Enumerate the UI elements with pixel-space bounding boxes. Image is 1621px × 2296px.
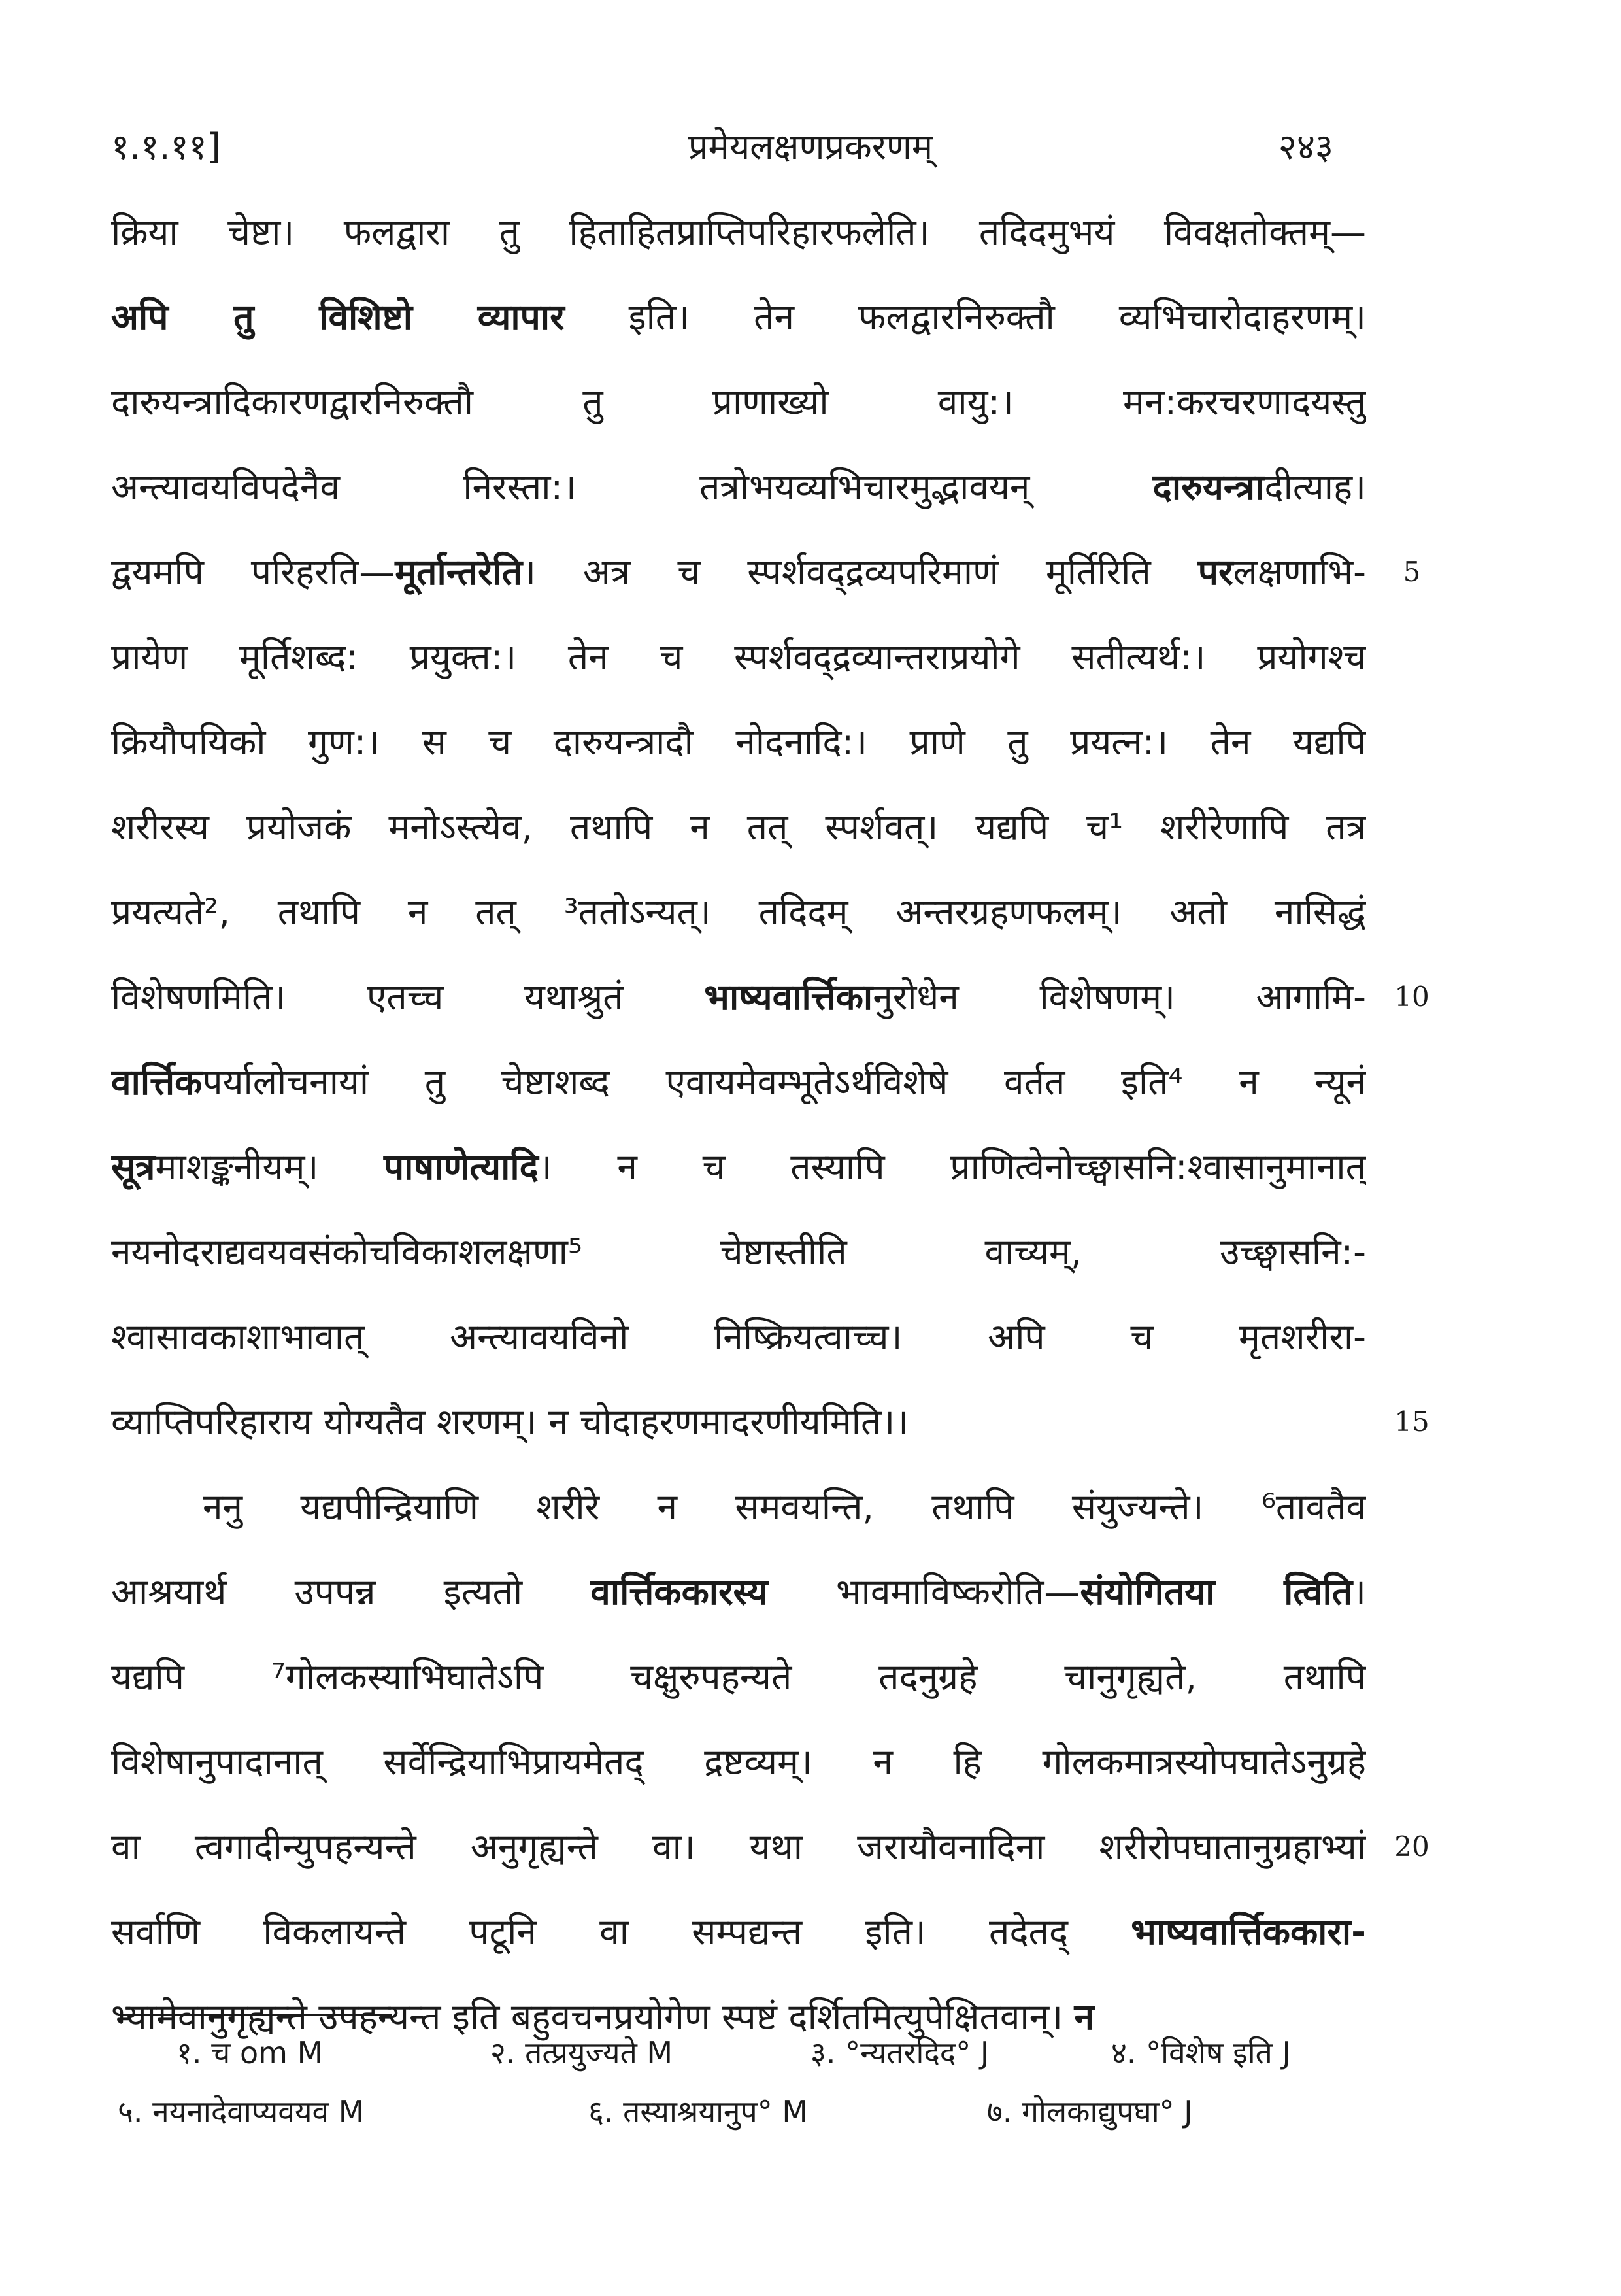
text-run: श्वासावकाशाभावात् अन्त्यावयविनो निष्क्रियत्वाच्च। अपि च मृतशरीरा- (111, 1316, 1366, 1358)
text-run: वा त्वगादीन्युपहन्यन्ते अनुगृह्यन्ते वा। यथा जरायौवनादिना शरीरोपघातानुग्रहाभ्यां (111, 1826, 1366, 1868)
text-run: विशेषानुपादानात् सर्वेन्द्रियाभिप्रायमेतद् द्रष्टव्यम्। न हि गोलकमात्रस्योपघातेऽनुग्रहे (111, 1741, 1366, 1783)
text-line (111, 954, 1366, 1039)
text-run: क्रियौपयिको गुण:। स च दारुयन्त्रादौ नोदनादि:। प्राणे तु प्रयत्न:। तेन यद्यपि (111, 721, 1366, 763)
text-line (111, 1294, 1366, 1379)
text-line (111, 1379, 1366, 1464)
text-run: सर्वाणि विकलायन्ते पटूनि वा सम्पद्यन्त इति। तदेतद् (111, 1911, 1131, 1953)
footnote: ४. °विशेष इति J (1111, 2035, 1292, 2070)
text-run: ननु यद्यपीन्द्रियाणि शरीरे न समवयन्ति, तथापि संयुज्यन्ते। ⁶तावतैव (203, 1486, 1366, 1528)
bold-lemma: वार्त्तिककारस्य (590, 1571, 768, 1613)
text-run: द्वयमपि परिहरति— (111, 551, 395, 593)
text-run: इति। तेन फलद्वारनिरुक्तौ व्यभिचारोदाहरणम्। (564, 296, 1366, 338)
text-run: अन्त्यावयविपदेनैव निरस्ता:। तत्रोभयव्यभिचारमुद्भावयन् (111, 466, 1153, 508)
bold-lemma: न (1074, 1996, 1095, 2038)
text-line (111, 1889, 1366, 1974)
bold-lemma: भाष्यवार्त्तिककारा- (1131, 1911, 1366, 1953)
text-run: भावमाविष्करोति— (767, 1571, 1080, 1613)
text-line (111, 1804, 1366, 1889)
footnote-row (118, 2023, 1366, 2082)
bold-lemma: दारुयन्त्रा (1152, 466, 1265, 508)
section-reference: १.१.११] (111, 126, 221, 167)
text-run: यद्यपि ⁷गोलकस्याभिघातेऽपि चक्षुरुपहन्यते तदनुग्रहे चानुगृह्यते, तथापि (111, 1656, 1366, 1698)
main-text (111, 190, 1366, 2059)
bold-lemma: वार्त्तिक (111, 1061, 203, 1103)
text-line (111, 1209, 1366, 1294)
bold-lemma: पाषाणेत्यादि (384, 1146, 539, 1188)
bold-lemma: सूत्र (111, 1146, 156, 1188)
text-run: दीत्याह। (1264, 466, 1366, 508)
line-number: 20 (1394, 1831, 1429, 1863)
footnote: २. तत्प्रयुज्यते M (490, 2035, 673, 2070)
footnote: ३. °न्यतरदिद° J (811, 2035, 990, 2070)
text-run: दारुयन्त्रादिकारणद्वारनिरुक्तौ तु प्राणाख्यो वायु:। मन:करचरणादयस्तु (111, 381, 1366, 423)
text-run: लक्षणाभि- (1233, 551, 1366, 593)
text-run: पर्यालोचनायां तु चेष्टाशब्द एवायमेवम्भूतेऽर्थविशेषे वर्तत इति⁴ न न्यूनं (202, 1061, 1366, 1103)
footnote: ५. नयनादेवाप्यवयव M (118, 2094, 365, 2129)
text-line (111, 1549, 1366, 1634)
text-line (111, 1464, 1366, 1549)
bold-lemma: अपि तु विशिष्टो व्यापार (111, 296, 565, 338)
text-run: माशङ्कनीयम्। (155, 1146, 384, 1188)
text-line (111, 445, 1366, 530)
text-line (111, 190, 1366, 275)
line-number: 15 (1394, 1406, 1429, 1438)
footnote: ७. गोलकाद्युपघा° J (987, 2094, 1193, 2129)
text-run: क्रिया चेष्टा। फलद्वारा तु हिताहितप्राप्तिपरिहारफलेति। तदिदमुभयं विवक्षतोक्तम्— (111, 211, 1366, 253)
text-run: विशेषणमिति। एतच्च यथाश्रुतं (111, 976, 705, 1018)
line-number: 10 (1394, 981, 1429, 1013)
text-run: आश्रयार्थ उपपन्न इत्यतो (111, 1571, 591, 1613)
text-run: । न च तस्यापि प्राणित्वेनोच्छ्वासनि:श्वासानुमानात् (538, 1146, 1366, 1188)
text-line (111, 275, 1366, 360)
line-number: 5 (1403, 556, 1421, 588)
footnote: ६. तस्याश्रयानुप° M (588, 2094, 809, 2129)
text-line (111, 700, 1366, 785)
text-run: प्रायेण मूर्तिशब्द: प्रयुक्त:। तेन च स्पर्शवद्द्रव्यान्तराप्रयोगे सतीत्यर्थ:। प्रयोगश्च (111, 636, 1366, 678)
page-number: २४३ (1278, 126, 1333, 167)
running-header (0, 114, 1621, 180)
text-line (111, 1039, 1366, 1124)
text-run: प्रयत्यते², तथापि न तत् ³ततोऽन्यत्। तदिदम् अन्तरग्रहणफलम्। अतो नासिद्धं (111, 891, 1366, 933)
text-run: व्याप्तिपरिहाराय योग्यतैव शरणम्। न चोदाहरणमादरणीयमिति।। (111, 1401, 909, 1443)
text-run: नयनोदराद्यवयवसंकोचविकाशलक्षणा⁵ चेष्टास्तीति वाच्यम्, उच्छ्वासनि:- (111, 1231, 1366, 1273)
text-line (111, 785, 1366, 869)
text-run: शरीरस्य प्रयोजकं मनोऽस्त्येव, तथापि न तत् स्पर्शवत्। यद्यपि च¹ शरीरेणापि तत्र (111, 806, 1366, 848)
text-line (111, 360, 1366, 445)
bold-lemma: भाष्यवार्त्तिका (704, 976, 873, 1018)
footnotes (118, 2023, 1366, 2141)
text-line (111, 1124, 1366, 1209)
text-line (111, 615, 1366, 700)
text-run: नुरोधेन विशेषणम्। आगामि- (873, 976, 1366, 1018)
text-run: भ्यामेवानुगृह्यन्ते उपहन्यन्त इति बहुवचनप्रयोगेण स्पष्टं दर्शितमित्युपेक्षितवान्। (111, 1996, 1075, 2038)
text-line (111, 1634, 1366, 1719)
bold-lemma: संयोगितया त्विति (1080, 1571, 1353, 1613)
footnote-row (118, 2082, 1366, 2141)
footnote-rule (118, 2014, 392, 2016)
bold-lemma: मूर्तान्तरेति (395, 551, 523, 593)
text-line (111, 530, 1366, 615)
footnote: १. च om M (176, 2035, 324, 2070)
bold-lemma: पर (1197, 551, 1233, 593)
text-run: । अत्र च स्पर्शवद्द्रव्यपरिमाणं मूर्तिरिति (522, 551, 1198, 593)
chapter-title: प्रमेयलक्षणप्रकरणम् (688, 126, 933, 167)
text-line (111, 869, 1366, 954)
text-line (111, 1719, 1366, 1804)
text-run: । (1352, 1571, 1366, 1613)
